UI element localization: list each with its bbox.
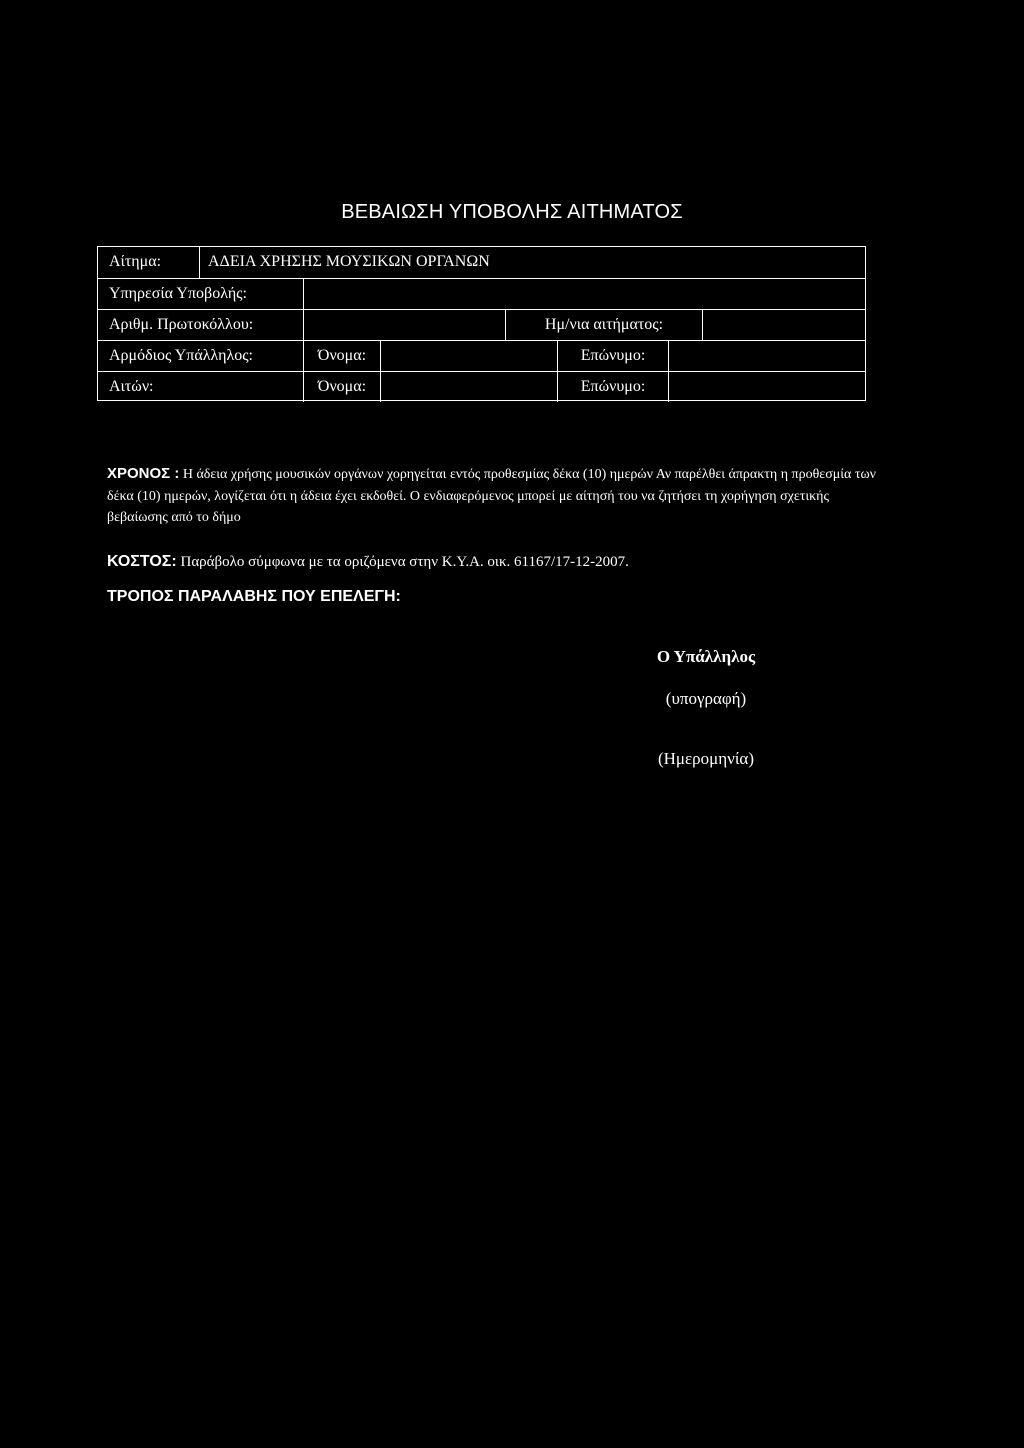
cost-section	[107, 552, 877, 572]
protocol-label: Αριθμ. Πρωτοκόλλου:	[109, 316, 254, 333]
receipt-method-heading: ΤΡΟΠΟΣ ΠΑΡΑΛΑΒΗΣ ΠΟΥ ΕΠΕΛΕΓΗ:	[107, 588, 401, 605]
form-row-request	[98, 247, 865, 278]
applicant-last-name-value	[668, 372, 865, 402]
service-value	[303, 279, 865, 309]
request-form-table	[97, 246, 866, 401]
request-value: ΑΔΕΙΑ ΧΡΗΣΗΣ ΜΟΥΣΙΚΩΝ ΟΡΓΑΝΩΝ	[199, 247, 865, 278]
protocol-value	[303, 310, 505, 340]
employee-label: Αρμόδιος Υπάλληλος:	[109, 347, 253, 364]
receipt-method-section	[107, 588, 877, 606]
cost-heading: ΚΟΣΤΟΣ:	[107, 553, 177, 570]
time-heading: ΧΡΟΝΟΣ :	[107, 465, 180, 482]
time-text: Η άδεια χρήσης μουσικών οργάνων χορηγείται εντός προθεσμίας δέκα (10) ημερών Αν παρέλθει άπρακτη η προθεσμία των δέκα (10) ημερών, λογίζεται ότι η άδεια έχει εκδοθεί. Ο ενδιαφερόμενος μπορεί με αίτησή του να ζητήσει τη χορήγηση σχετικής βεβαίωσης από το δήμο	[107, 467, 877, 525]
signature-line: (υπογραφή)	[665, 689, 747, 708]
request-date-value	[702, 310, 865, 340]
applicant-first-name-value	[380, 372, 557, 402]
form-row-protocol	[98, 309, 865, 340]
service-label: Υπηρεσία Υποβολής:	[109, 285, 247, 302]
cost-text: Παράβολο σύμφωνα με τα οριζόμενα στην Κ.Υ.Α. οικ. 61167/17-12-2007.	[180, 554, 629, 570]
request-date-label: Ημ/νια αιτήματος:	[505, 310, 702, 340]
employee-first-name-value	[380, 341, 557, 371]
signature-date: (Ημερομηνία)	[657, 749, 754, 768]
form-row-applicant	[98, 371, 865, 402]
employee-last-name-value	[668, 341, 865, 371]
applicant-last-name-label: Επώνυμο:	[557, 372, 668, 402]
form-row-service	[98, 278, 865, 309]
applicant-label: Αιτών:	[109, 378, 154, 395]
form-row-employee	[98, 340, 865, 371]
employee-first-name-label: Όνομα:	[303, 341, 380, 371]
request-label: Αίτημα:	[109, 253, 162, 270]
document-title: ΒΕΒΑΙΩΣΗ ΥΠΟΒΟΛΗΣ ΑΙΤΗΜΑΤΟΣ	[341, 201, 683, 223]
applicant-first-name-label: Όνομα:	[303, 372, 380, 402]
time-section	[107, 463, 877, 529]
employee-signature-title: Ο Υπάλληλος	[656, 647, 756, 666]
employee-last-name-label: Επώνυμο:	[557, 341, 668, 371]
